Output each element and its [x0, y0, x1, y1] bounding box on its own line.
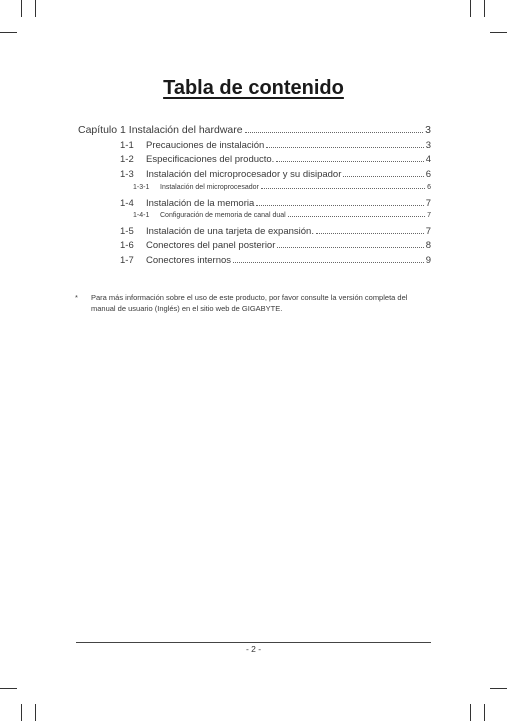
crop-mark [470, 704, 471, 721]
crop-mark [484, 0, 485, 17]
crop-mark [470, 0, 471, 17]
toc-entry-number: 1-5 [120, 226, 134, 237]
footnote-marker: * [75, 293, 78, 302]
toc-entry-label: Instalación de la memoria [146, 198, 255, 209]
toc-entry[interactable] [78, 124, 431, 136]
page-title [0, 77, 507, 100]
toc-entry[interactable] [133, 184, 431, 192]
toc-entry-number: 1-4-1 [133, 212, 150, 219]
toc-entry-label: Configuración de memoria de canal dual [160, 212, 286, 219]
toc-entry[interactable] [120, 240, 431, 251]
toc-entry-number: 1-4 [120, 198, 134, 209]
toc-entry-page: 6 [425, 169, 431, 180]
toc-entry-label: Especificaciones del producto. [146, 154, 275, 165]
toc-leader-dots [256, 205, 423, 206]
crop-mark [0, 32, 17, 33]
toc-entry-label: Conectores internos [146, 255, 232, 266]
crop-mark [484, 704, 485, 721]
toc-leader-dots [316, 233, 424, 234]
toc-entry-number: 1-1 [120, 140, 134, 151]
crop-mark [35, 704, 36, 721]
toc-leader-dots [233, 262, 424, 263]
toc-entry[interactable] [120, 154, 431, 165]
toc-entry[interactable] [120, 255, 431, 266]
crop-mark [490, 32, 507, 33]
toc-entry-page: 3 [425, 140, 431, 151]
toc-entry-label: Precauciones de instalación [146, 140, 265, 151]
toc-entry-label: Instalación de una tarjeta de expansión. [146, 226, 314, 237]
toc-entry-label: Conectores del panel posterior [146, 240, 276, 251]
toc-entry-page: 8 [425, 240, 431, 251]
crop-mark [21, 704, 22, 721]
toc-leader-dots [261, 188, 425, 189]
toc-leader-dots [277, 247, 423, 248]
page-number: - 2 - [245, 644, 262, 654]
toc-leader-dots [266, 147, 423, 148]
footer-divider [76, 642, 431, 643]
toc-entry[interactable] [133, 212, 431, 220]
toc-entry[interactable] [120, 140, 431, 151]
toc-entry-number: 1-6 [120, 240, 134, 251]
page-title-text: Tabla de contenido [163, 77, 344, 99]
toc-entry-label: Instalación del microprocesador [160, 184, 259, 191]
toc-entry-label: Capítulo 1 Instalación del hardware [78, 124, 243, 136]
toc-entry-page: 4 [425, 154, 431, 165]
toc-leader-dots [343, 176, 423, 177]
toc-entry[interactable] [120, 226, 431, 237]
toc-entry-page: 9 [425, 255, 431, 266]
crop-mark [0, 688, 17, 689]
toc-entry-page: 7 [425, 198, 431, 209]
toc-entry[interactable] [120, 169, 431, 180]
toc-entry-label: Instalación del microprocesador y su disipador [146, 169, 342, 180]
toc-entry-number: 1-3-1 [133, 184, 150, 191]
toc-entry-page: 7 [427, 212, 431, 219]
crop-mark [35, 0, 36, 17]
footnote [75, 292, 431, 314]
toc-entry[interactable] [120, 198, 431, 209]
crop-mark [21, 0, 22, 17]
toc-entry-number: 1-3 [120, 169, 134, 180]
toc-entry-number: 1-2 [120, 154, 134, 165]
footnote-text: Para más información sobre el uso de este producto, por favor consulte la versión completa del manual de usuario (Inglés) en el sitio web de GIGABYTE. [91, 293, 408, 313]
toc-entry-page: 6 [427, 184, 431, 191]
crop-mark [490, 688, 507, 689]
toc-leader-dots [245, 132, 424, 133]
toc-entry-number: 1-7 [120, 255, 134, 266]
toc-leader-dots [288, 216, 425, 217]
toc-entry-page: 7 [425, 226, 431, 237]
toc-entry-page: 3 [425, 124, 431, 136]
toc-leader-dots [276, 161, 423, 162]
